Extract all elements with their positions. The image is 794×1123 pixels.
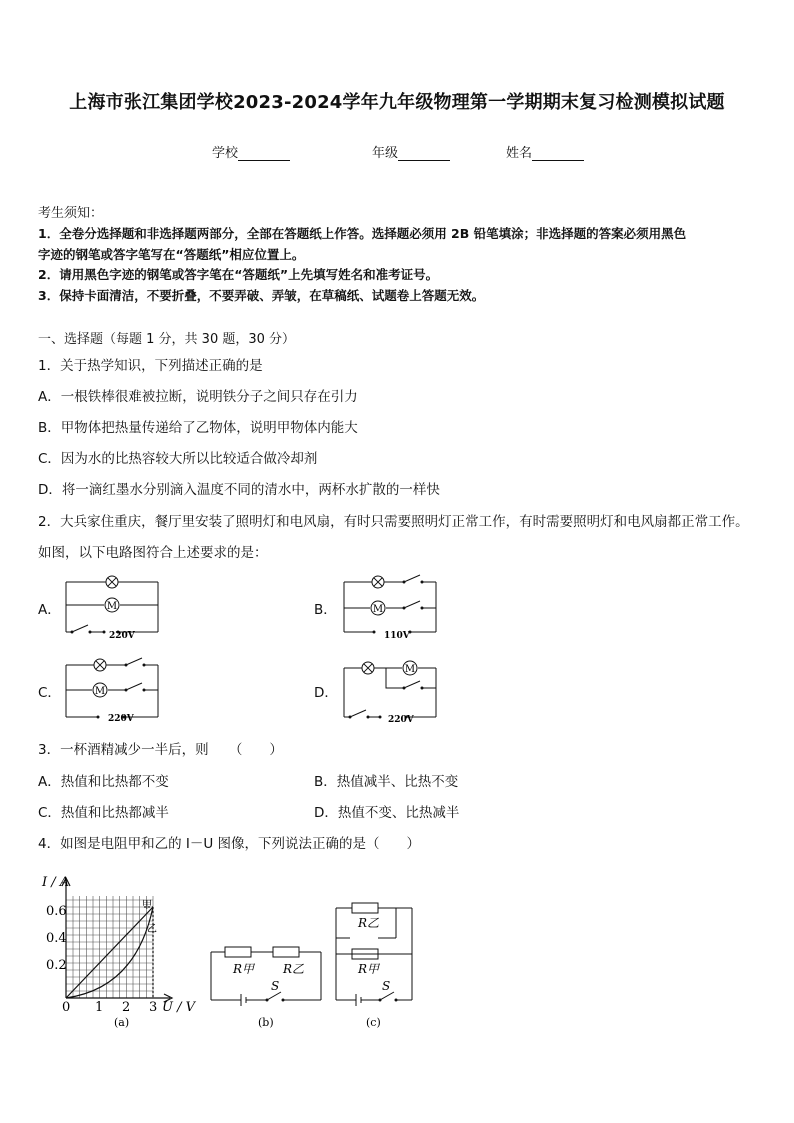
circuit-d-diagram[interactable] (340, 655, 440, 725)
motor-symbol: M (372, 604, 384, 615)
y-tick: 0.4 (46, 931, 67, 946)
q3-option-b[interactable]: B．热值减半、比热不变 (314, 774, 459, 790)
circuit-b-resistors (205, 940, 327, 1032)
q1-option-b[interactable]: B．甲物体把热量传递给了乙物体，说明甲物体内能大 (38, 420, 358, 436)
grade-blank[interactable] (398, 148, 450, 161)
switch-label: S (271, 979, 280, 993)
q1-stem: 1．关于热学知识，下列描述正确的是 (38, 358, 263, 374)
q2-option-d-label[interactable]: D． (314, 685, 338, 701)
iu-graph (40, 866, 195, 1032)
q1-option-d[interactable]: D．将一滴红墨水分别滴入温度不同的清水中，两杯水扩散的一样快 (38, 482, 440, 498)
x-tick: 0 (62, 1000, 71, 1015)
graph-caption: (a) (114, 1016, 130, 1029)
name-label: 姓名 (506, 146, 533, 161)
notice-heading: 考生须知： (38, 206, 104, 221)
school-blank[interactable] (238, 148, 290, 161)
label-r1: R乙 (358, 916, 380, 930)
circuit-c-diagram[interactable] (62, 655, 162, 725)
notice-item: 3．保持卡面清洁，不要折叠，不要弄破、弄皱，在草稿纸、试题卷上答题无效。 (38, 288, 485, 303)
notice-item: 1．全卷分选择题和非选择题两部分，全部在答题纸上作答。选择题必须用 2B 铅笔填涂；非选择题的答案必须用黑色 (38, 226, 687, 241)
resistor-yi (273, 947, 299, 957)
x-tick: 1 (95, 1000, 104, 1015)
q2-option-b-label[interactable]: B． (314, 602, 337, 618)
circuit-a-diagram[interactable] (62, 572, 162, 642)
section-heading: 一、选择题（每题 1 分，共 30 题，30 分） (38, 332, 296, 347)
circuit-b-caption: (b) (258, 1016, 274, 1029)
graph-grid (66, 896, 153, 998)
label-r2: R甲 (358, 962, 380, 976)
school-label: 学校 (212, 146, 239, 161)
x-tick: 2 (122, 1000, 131, 1015)
notice-item: 字迹的钢笔或答字笔写在“答题纸”相应位置上。 (38, 247, 305, 262)
voltage-label-c: 220V (108, 714, 134, 724)
q1-option-c[interactable]: C．因为水的比热容较大所以比较适合做冷却剂 (38, 451, 318, 467)
q2-option-a-label[interactable]: A． (38, 602, 61, 618)
circuit-c-resistors (330, 898, 422, 1032)
curve-yi-label: 乙 (147, 924, 157, 935)
grade-label: 年级 (372, 146, 399, 161)
circuit-c-caption: (c) (366, 1016, 381, 1029)
q1-option-a[interactable]: A．一根铁棒很难被拉断，说明铁分子之间只存在引力 (38, 389, 358, 405)
q4-stem: 4．如图是电阻甲和乙的 I－U 图像，下列说法正确的是（ ） (38, 836, 421, 852)
y-tick: 0.6 (46, 904, 67, 919)
voltage-label-d: 220V (388, 715, 414, 725)
q2-option-c-label[interactable]: C． (38, 685, 61, 701)
resistor-top (352, 903, 378, 913)
q2-stem-line1: 2．大兵家住重庆，餐厅里安装了照明灯和电风扇，有时只需要照明灯正常工作，有时需要照明灯和电风扇都正常工作。 (38, 514, 749, 530)
name-blank[interactable] (532, 148, 584, 161)
label-r1: R甲 (233, 962, 255, 976)
switch-label: S (382, 979, 391, 993)
name-field[interactable] (506, 142, 584, 161)
school-field[interactable] (212, 142, 290, 161)
circuit-b-diagram[interactable] (340, 572, 440, 642)
motor-symbol: M (94, 686, 106, 697)
x-tick: 3 (149, 1000, 158, 1015)
voltage-label-b: 110V (384, 631, 410, 641)
q2-stem-line2: 如图，以下电路图符合上述要求的是： (38, 545, 268, 561)
grade-field[interactable] (372, 142, 450, 161)
label-r2: R乙 (283, 962, 305, 976)
motor-symbol: M (106, 601, 118, 612)
page-title: 上海市张江集团学校2023-2024学年九年级物理第一学期期末复习检测模拟试题 (69, 92, 725, 113)
q3-stem: 3．一杯酒精减少一半后，则 （ ） (38, 742, 283, 758)
resistor-jia (225, 947, 251, 957)
y-axis-label: I / A (42, 875, 70, 890)
x-axis-label: U / V (162, 1000, 195, 1015)
y-tick: 0.2 (46, 958, 67, 973)
q3-option-a[interactable]: A．热值和比热都不变 (38, 774, 169, 790)
voltage-label-a: 220V (109, 631, 135, 641)
q3-option-d[interactable]: D．热值不变、比热减半 (314, 805, 460, 821)
curve-jia-label: 甲 (142, 900, 152, 911)
q3-option-c[interactable]: C．热值和比热都减半 (38, 805, 169, 821)
motor-symbol: M (404, 664, 416, 675)
notice-item: 2．请用黑色字迹的钢笔或答字笔在“答题纸”上先填写姓名和准考证号。 (38, 267, 439, 282)
